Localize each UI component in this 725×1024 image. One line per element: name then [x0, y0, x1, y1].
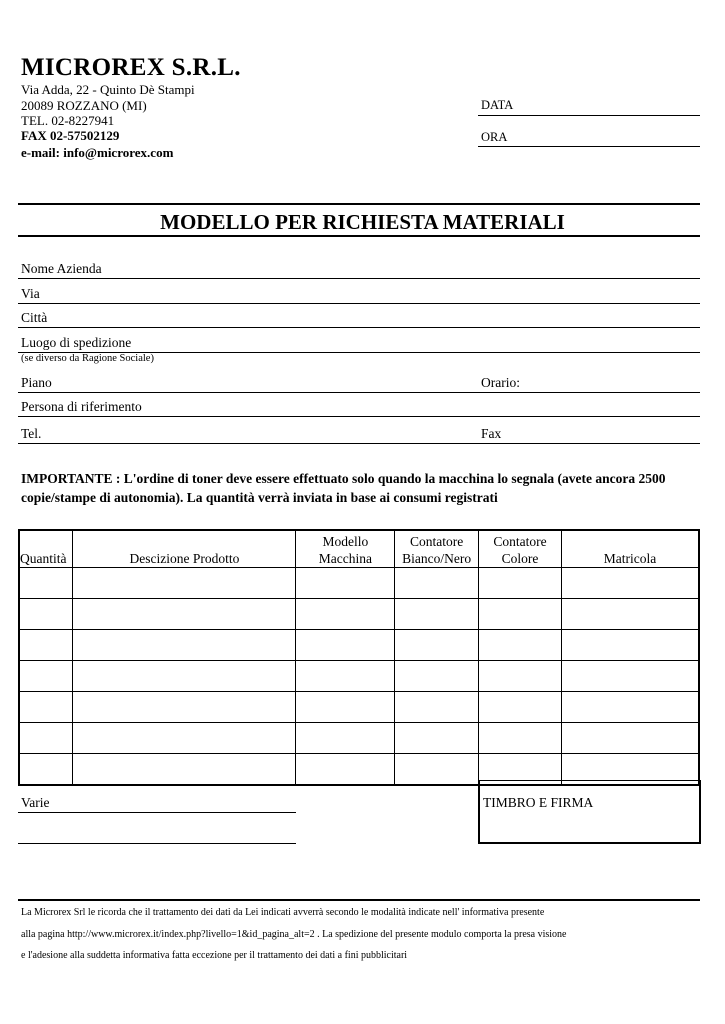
floor-hours-field[interactable] — [18, 392, 700, 393]
color-counter-header-line2: Colore — [501, 551, 539, 566]
bw-counter-cell[interactable] — [395, 723, 479, 754]
shipping-place-label: Luogo di spedizione — [21, 335, 132, 350]
serial-number-cell[interactable] — [561, 599, 699, 630]
page-title: MODELLO PER RICHIESTA MATERIALI — [160, 210, 565, 234]
color-counter-header — [479, 530, 562, 568]
shipping-place-field[interactable] — [18, 352, 700, 353]
materials-table — [18, 529, 700, 786]
bw-counter-cell[interactable] — [395, 630, 479, 661]
quantity-cell[interactable] — [19, 692, 73, 723]
date-label: DATA — [481, 98, 514, 112]
bw-counter-cell[interactable] — [395, 568, 479, 599]
privacy-note-line-2: alla pagina http://www.microrex.it/index.php?livello=1&id_pagina_alt=2 . La spedizione del presente modulo comporta la presa visione — [21, 929, 567, 940]
shipping-place-note: (se diverso da Ragione Sociale) — [21, 353, 154, 364]
color-counter-cell[interactable] — [479, 692, 562, 723]
phone-fax-field[interactable] — [18, 443, 700, 444]
city-label: Città — [21, 310, 48, 325]
quantity-header: Quantità — [19, 530, 73, 568]
company-tel: TEL. 02-8227941 — [21, 113, 115, 128]
address-line-2: 20089 ROZZANO (MI) — [21, 98, 147, 113]
privacy-note-line-1: La Microrex Srl le ricorda che il trattamento dei dati da Lei indicati avverrà secondo le modalità indicate nell' informativa presente — [21, 907, 545, 918]
bw-counter-header — [395, 530, 479, 568]
machine-model-cell[interactable] — [296, 723, 395, 754]
description-cell[interactable] — [73, 723, 296, 754]
machine-model-cell[interactable] — [296, 692, 395, 723]
title-rule-top — [18, 203, 700, 205]
quantity-cell[interactable] — [19, 630, 73, 661]
bw-counter-cell[interactable] — [395, 661, 479, 692]
company-name-field[interactable] — [18, 278, 700, 279]
description-cell[interactable] — [73, 661, 296, 692]
footer-rule — [18, 899, 700, 901]
serial-number-header: Matricola — [561, 530, 699, 568]
color-counter-cell[interactable] — [479, 568, 562, 599]
machine-model-cell[interactable] — [296, 599, 395, 630]
quantity-cell[interactable] — [19, 568, 73, 599]
important-notice: IMPORTANTE : L'ordine di toner deve essere effettuato solo quando la macchina lo segnala (avete ancora 2500 copie/stampe di autonomia). La quantità verrà inviata in base ai consumi registrati — [21, 471, 666, 505]
description-cell[interactable] — [73, 568, 296, 599]
street-field[interactable] — [18, 303, 700, 304]
address-line-1: Via Adda, 22 - Quinto Dè Stampi — [21, 82, 195, 97]
time-field[interactable] — [478, 146, 700, 147]
machine-model-cell[interactable] — [296, 630, 395, 661]
bw-counter-cell[interactable] — [395, 754, 479, 786]
machine-model-cell[interactable] — [296, 661, 395, 692]
description-cell[interactable] — [73, 754, 296, 786]
company-email: e-mail: info@microrex.com — [21, 145, 174, 160]
table-row — [19, 661, 699, 692]
company-name: MICROREX S.R.L. — [21, 54, 241, 81]
varie-field-line-1[interactable] — [18, 812, 296, 813]
table-row — [19, 723, 699, 754]
machine-model-header-line2: Macchina — [318, 551, 372, 566]
contact-person-label: Persona di riferimento — [21, 399, 142, 414]
contact-person-field[interactable] — [18, 416, 700, 417]
bw-counter-cell[interactable] — [395, 599, 479, 630]
stamp-signature-label: TIMBRO E FIRMA — [483, 795, 594, 810]
description-cell[interactable] — [73, 630, 296, 661]
serial-number-cell[interactable] — [561, 692, 699, 723]
bw-counter-header-line1: Contatore — [410, 534, 464, 549]
date-field[interactable] — [478, 115, 700, 116]
fax-label: Fax — [481, 426, 502, 441]
machine-model-header-line1: Modello — [322, 534, 369, 549]
stamp-signature-box[interactable] — [478, 780, 701, 844]
varie-field-line-2[interactable] — [18, 843, 296, 844]
table-row — [19, 630, 699, 661]
floor-label: Piano — [21, 375, 52, 390]
color-counter-cell[interactable] — [479, 723, 562, 754]
table-row — [19, 568, 699, 599]
hours-label: Orario: — [481, 375, 520, 390]
phone-label: Tel. — [21, 426, 42, 441]
serial-number-cell[interactable] — [561, 661, 699, 692]
time-label: ORA — [481, 130, 508, 144]
title-rule-bottom — [18, 235, 700, 237]
description-header: Descizione Prodotto — [73, 530, 296, 568]
description-cell[interactable] — [73, 692, 296, 723]
company-name-label: Nome Azienda — [21, 261, 102, 276]
color-counter-header-line1: Contatore — [493, 534, 547, 549]
quantity-cell[interactable] — [19, 754, 73, 786]
quantity-cell[interactable] — [19, 599, 73, 630]
street-label: Via — [21, 286, 40, 301]
serial-number-cell[interactable] — [561, 630, 699, 661]
varie-label: Varie — [21, 795, 50, 810]
description-cell[interactable] — [73, 599, 296, 630]
machine-model-cell[interactable] — [296, 754, 395, 786]
table-row — [19, 692, 699, 723]
table-header-row — [19, 530, 699, 568]
color-counter-cell[interactable] — [479, 599, 562, 630]
serial-number-cell[interactable] — [561, 568, 699, 599]
company-fax: FAX 02-57502129 — [21, 128, 120, 143]
table-row — [19, 599, 699, 630]
privacy-note-line-3: e l'adesione alla suddetta informativa fatta eccezione per il trattamento dei dati a fini pubblicitari — [21, 950, 408, 961]
quantity-cell[interactable] — [19, 723, 73, 754]
bw-counter-cell[interactable] — [395, 692, 479, 723]
serial-number-cell[interactable] — [561, 723, 699, 754]
color-counter-cell[interactable] — [479, 661, 562, 692]
color-counter-cell[interactable] — [479, 630, 562, 661]
quantity-cell[interactable] — [19, 661, 73, 692]
machine-model-cell[interactable] — [296, 568, 395, 599]
machine-model-header — [296, 530, 395, 568]
bw-counter-header-line2: Bianco/Nero — [402, 551, 472, 566]
city-field[interactable] — [18, 327, 700, 328]
